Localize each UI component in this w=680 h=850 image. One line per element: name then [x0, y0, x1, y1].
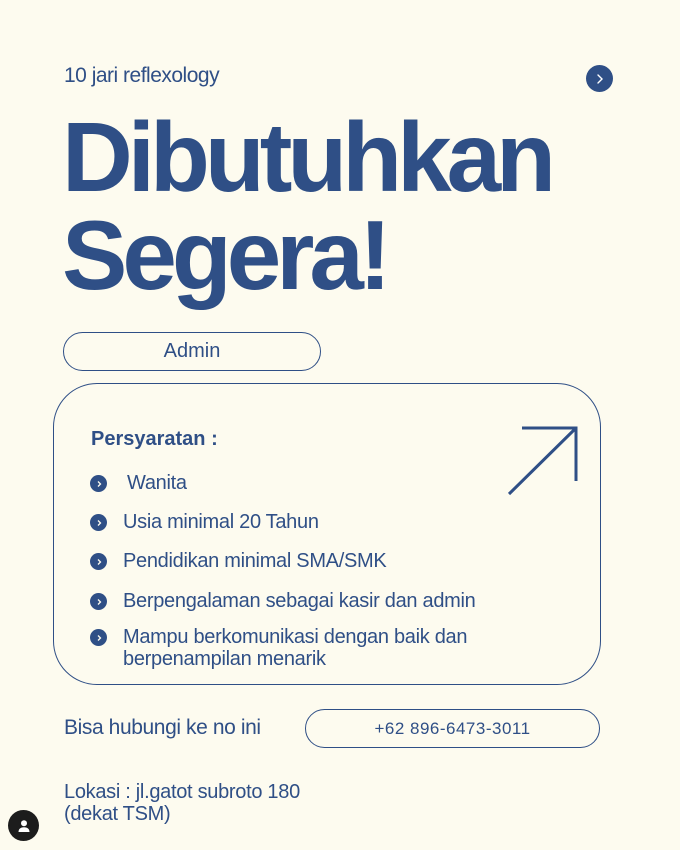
- requirement-item: [90, 472, 527, 494]
- headline-line-1: Dibutuhkan: [62, 102, 551, 212]
- chevron-bullet-icon: [90, 475, 107, 492]
- requirement-text: Pendidikan minimal SMA/SMK: [123, 550, 387, 572]
- chevron-right-icon: [594, 73, 606, 85]
- requirement-text: Berpengalaman sebagai kasir dan admin: [123, 590, 476, 612]
- next-button[interactable]: [586, 65, 613, 92]
- chevron-bullet-icon: [90, 629, 107, 646]
- headline-line-2: Segera!: [62, 200, 387, 310]
- requirement-item: [90, 511, 523, 533]
- requirement-item: [90, 626, 503, 670]
- headline: [62, 102, 551, 310]
- chevron-bullet-icon: [90, 593, 107, 610]
- requirement-text: Wanita: [127, 472, 187, 494]
- contact-label: Bisa hubungi ke no ini: [64, 716, 261, 739]
- phone-number: +62 896-6473-3011: [374, 718, 531, 738]
- phone-number-pill[interactable]: [305, 709, 600, 748]
- requirement-item: [90, 590, 523, 612]
- chevron-bullet-icon: [90, 553, 107, 570]
- requirements-title: Persyaratan :: [91, 428, 218, 450]
- chevron-bullet-icon: [90, 514, 107, 531]
- requirement-text: Mampu berkomunikasi dengan baik dan berpenampilan menarik: [123, 626, 468, 670]
- location-text: Lokasi : jl.gatot subroto 180 (dekat TSM): [64, 781, 300, 825]
- position-label: Admin: [163, 340, 221, 362]
- user-avatar-icon: [16, 818, 32, 834]
- requirement-text: Usia minimal 20 Tahun: [123, 511, 319, 533]
- user-avatar[interactable]: [8, 810, 39, 841]
- requirement-item: [90, 550, 523, 572]
- position-pill: [63, 332, 321, 371]
- brand-name: 10 jari reflexology: [64, 64, 220, 87]
